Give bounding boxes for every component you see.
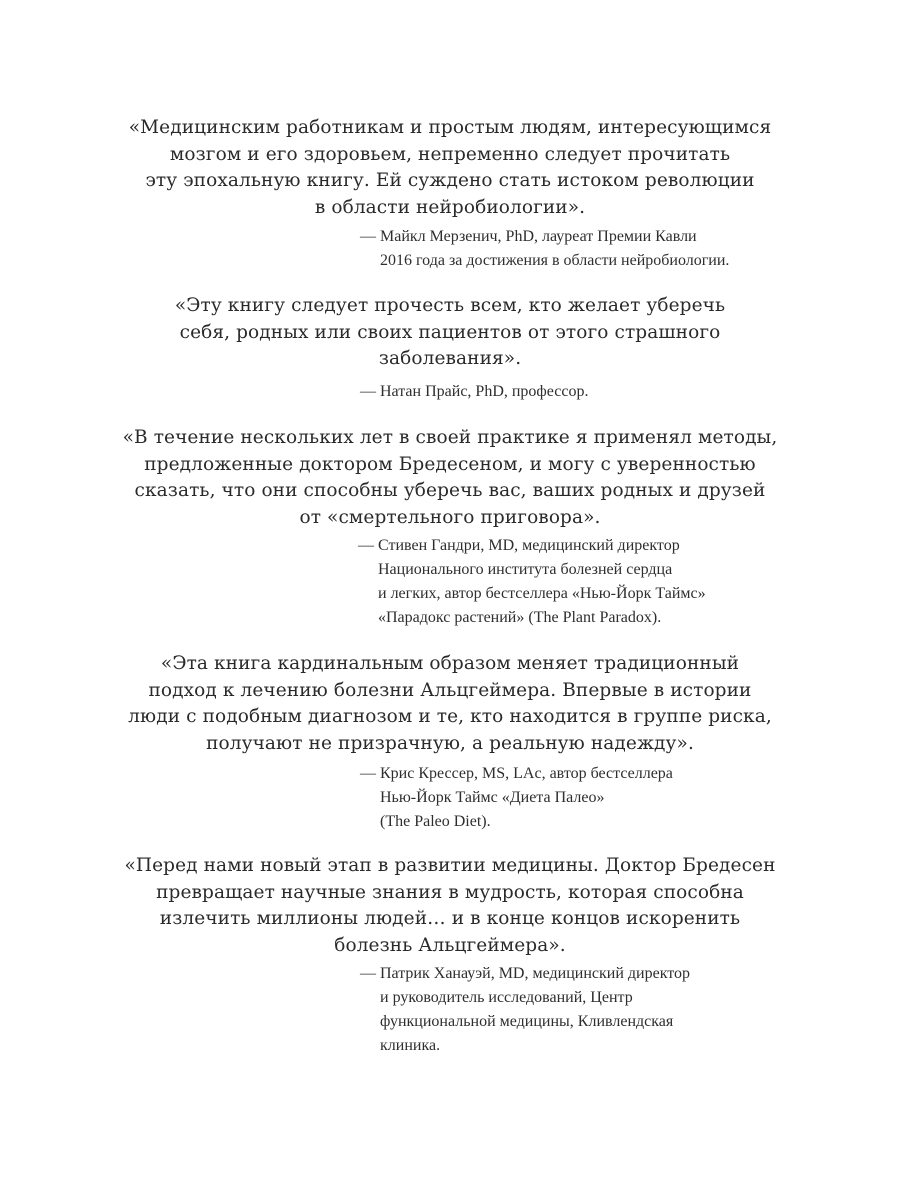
testimonial-price (0, 293, 900, 373)
testimonial-kresser (0, 651, 900, 757)
quote-line: превращает научные знания в мудрость, которая способна (156, 881, 744, 903)
attribution-line: функциональной медицины, Кливлендская (380, 1013, 674, 1030)
quote-line: люди с подобным диагнозом и те, кто находится в группе риска, (128, 706, 772, 727)
quote-line: от «смертельного приговора». (299, 506, 601, 528)
quote-text (0, 853, 900, 959)
quote-line: предложенные доктором Бредесеном, и могу с уверенностью (144, 453, 756, 475)
attribution-line: (The Paleo Diet). (380, 813, 491, 830)
quote-line: получают не призрачную, а реальную надежду». (206, 732, 694, 754)
quote-line: излечить миллионы людей… и в конце концов искоренить (159, 908, 741, 929)
quote-line: «В течение нескольких лет в своей практике я применял методы, (122, 427, 778, 448)
testimonial-gundry (0, 425, 900, 531)
attribution-line: Нью-Йорк Таймс «Диета Палео» (380, 789, 605, 806)
attribution-line: «Парадокс растений» (The Plant Paradox). (378, 609, 662, 626)
attribution-line: Национального института болезней сердца (378, 561, 673, 578)
attribution-merzenich (360, 225, 730, 273)
quote-line: заболевания». (378, 348, 522, 369)
attribution-line: и легких, автор бестселлера «Нью-Йорк Таймс» (378, 585, 706, 602)
attribution-line: — Стивен Гандри, MD, медицинский директор (358, 537, 680, 554)
quote-text (0, 651, 900, 757)
quote-line: себя, родных или своих пациентов от этого страшного (179, 321, 721, 343)
quote-line: болезнь Альцгеймера». (334, 934, 566, 956)
testimonial-merzenich (0, 115, 900, 221)
quote-line: подход к лечению болезни Альцгеймера. Впервые в истории (148, 679, 752, 701)
attribution-price (360, 380, 589, 404)
attribution-line: и руководитель исследований, Центр (380, 989, 633, 1006)
quote-line: «Медицинским работникам и простым людям, интересующимся (128, 117, 772, 138)
attribution-line: клиника. (380, 1037, 441, 1054)
attribution-line: — Патрик Ханауэй, MD, медицинский директор (360, 965, 691, 982)
attribution-line: — Крис Крессер, MS, LAc, автор бестселлера (360, 765, 673, 782)
quote-text (0, 293, 900, 373)
quote-text (0, 115, 900, 221)
quote-line: «Перед нами новый этап в развитии медицины. Доктор Бредесен (124, 855, 776, 876)
attribution-line: — Натан Прайс, PhD, профессор. (360, 383, 589, 400)
attribution-kresser (360, 762, 673, 834)
quote-line: мозгом и его здоровьем, непременно следует прочитать (169, 143, 731, 165)
quote-line: сказать, что они способны уберечь вас, ваших родных и друзей (134, 480, 766, 501)
attribution-hanaway (360, 962, 691, 1058)
quote-line: в области нейробиологии». (314, 196, 586, 218)
attribution-line: — Майкл Мерзенич, PhD, лауреат Премии Кавли (360, 228, 697, 245)
attribution-gundry (358, 534, 706, 630)
quote-text (0, 425, 900, 531)
testimonial-hanaway (0, 853, 900, 959)
quote-line: «Эту книгу следует прочесть всем, кто желает уберечь (174, 295, 726, 316)
attribution-line: 2016 года за достижения в области нейробиологии. (380, 252, 730, 269)
quote-line: эту эпохальную книгу. Ей суждено стать истоком революции (145, 170, 755, 191)
quote-line: «Эта книга кардинальным образом меняет традиционный (160, 653, 740, 674)
